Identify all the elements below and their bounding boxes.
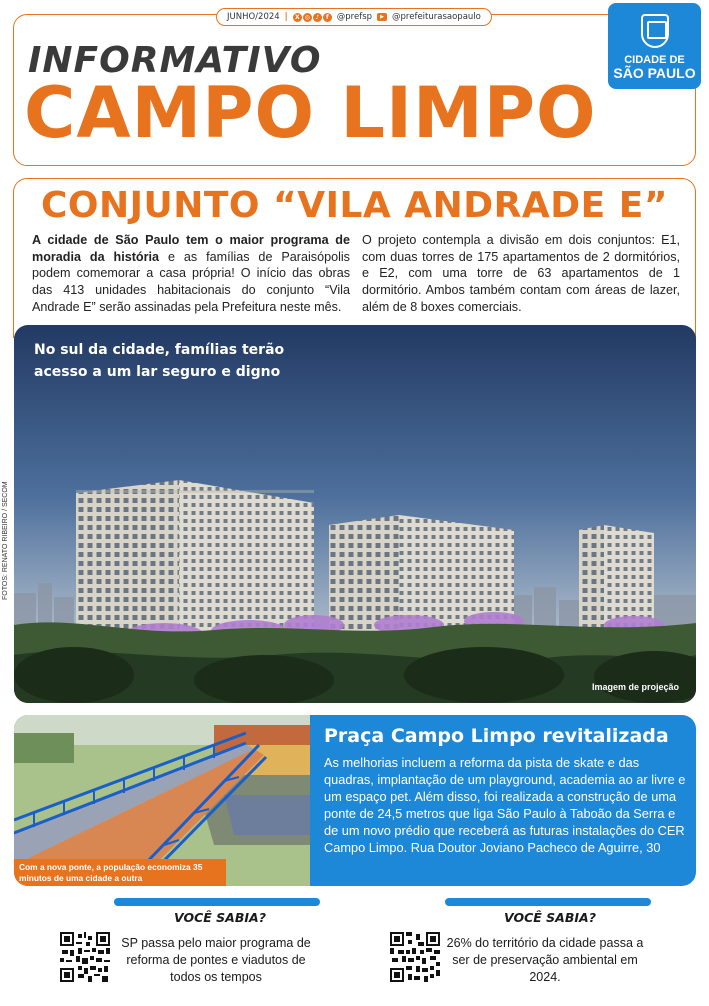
praca-section	[14, 715, 696, 886]
edition-date: JUNHO/2024	[227, 12, 280, 22]
article-lead: A cidade de São Paulo tem o maior programa de moradia da história	[32, 233, 350, 264]
projection-note: Imagem de projeção	[591, 682, 679, 692]
bridge-photo-caption: Com a nova ponte, a população economiza 35 minutos de uma cidade a outra	[14, 859, 226, 886]
kicker: INFORMATIVO	[28, 40, 322, 81]
youtube-handle[interactable]: @prefeiturasaopaulo	[392, 12, 481, 22]
praca-title: Praça Campo Limpo revitalizada	[324, 725, 669, 747]
article-title: CONJUNTO “VILA ANDRADE E”	[40, 185, 669, 226]
logo-line2: SÃO PAULO	[613, 64, 696, 81]
social-icons	[293, 13, 332, 22]
instagram-icon[interactable]: ◎	[304, 13, 310, 21]
sabia-bar-2	[445, 898, 651, 906]
youtube-icon[interactable]: ▶	[377, 13, 387, 21]
qr-code-icon[interactable]	[60, 932, 110, 982]
city-logo	[608, 3, 701, 89]
city-crest-icon	[641, 14, 669, 48]
x-icon[interactable]: X	[293, 13, 302, 22]
page-title: CAMPO LIMPO	[24, 72, 597, 154]
article-left-column	[32, 232, 350, 316]
facebook-icon[interactable]: f	[323, 13, 332, 22]
qr-code-icon[interactable]	[390, 932, 440, 982]
photo-caption: No sul da cidade, famílias terão acesso a um lar seguro e digno	[34, 342, 285, 380]
sabia-bar-1	[114, 898, 320, 906]
article-left-text: e as famílias de Paraisópolis podem comemorar a casa própria! O início das obras das 413 unidades habitacionais do conjunto “Vila Andrade E” serão assinadas pela Prefeitura neste mês.	[32, 249, 350, 314]
logo-line1: CIDADE DE	[624, 53, 685, 66]
social-handle[interactable]: @prefsp	[336, 12, 373, 22]
sabia-title-1: VOCÊ SABIA?	[174, 910, 266, 925]
article-right-column: O projeto contempla a divisão em dois conjuntos: E1, com duas torres de 175 apartamentos de 2 dormitórios, e E2, com uma torre de 63 apartamentos de 1 dormitório. Ambos também contam com áreas de lazer, além de 8 boxes comerciais.	[362, 233, 680, 314]
photo-credit: FOTOS: RENATO RIBEIRO / SECOM	[2, 481, 9, 600]
tiktok-icon[interactable]: ♪	[313, 13, 322, 22]
sabia-title-2: VOCÊ SABIA?	[504, 910, 596, 925]
sabia-text-2: 26% do território da cidade passa a ser de preservação ambiental em 2024.	[446, 936, 644, 984]
social-bar: JUNHO/2024 | X ◎ ♪ f @prefsp ▶ @prefeiturasaopaulo	[216, 8, 492, 26]
sabia-text-1: SP passa pelo maior programa de reforma de pontes e viadutos de todos os tempos	[121, 936, 311, 984]
praca-body: As melhorias incluem a reforma da pista de skate e das quadras, implantação de um playground, academia ao ar livre e um espaço pet. Além disso, foi realizada a construção de uma ponte de 24,5 metros que liga São Paulo à Taboão da Serra e de um novo prédio que receberá as futuras instalações do CER Campo Limpo. Rua Doutor Joviano Pacheco de Aguirre, 30	[324, 755, 686, 856]
